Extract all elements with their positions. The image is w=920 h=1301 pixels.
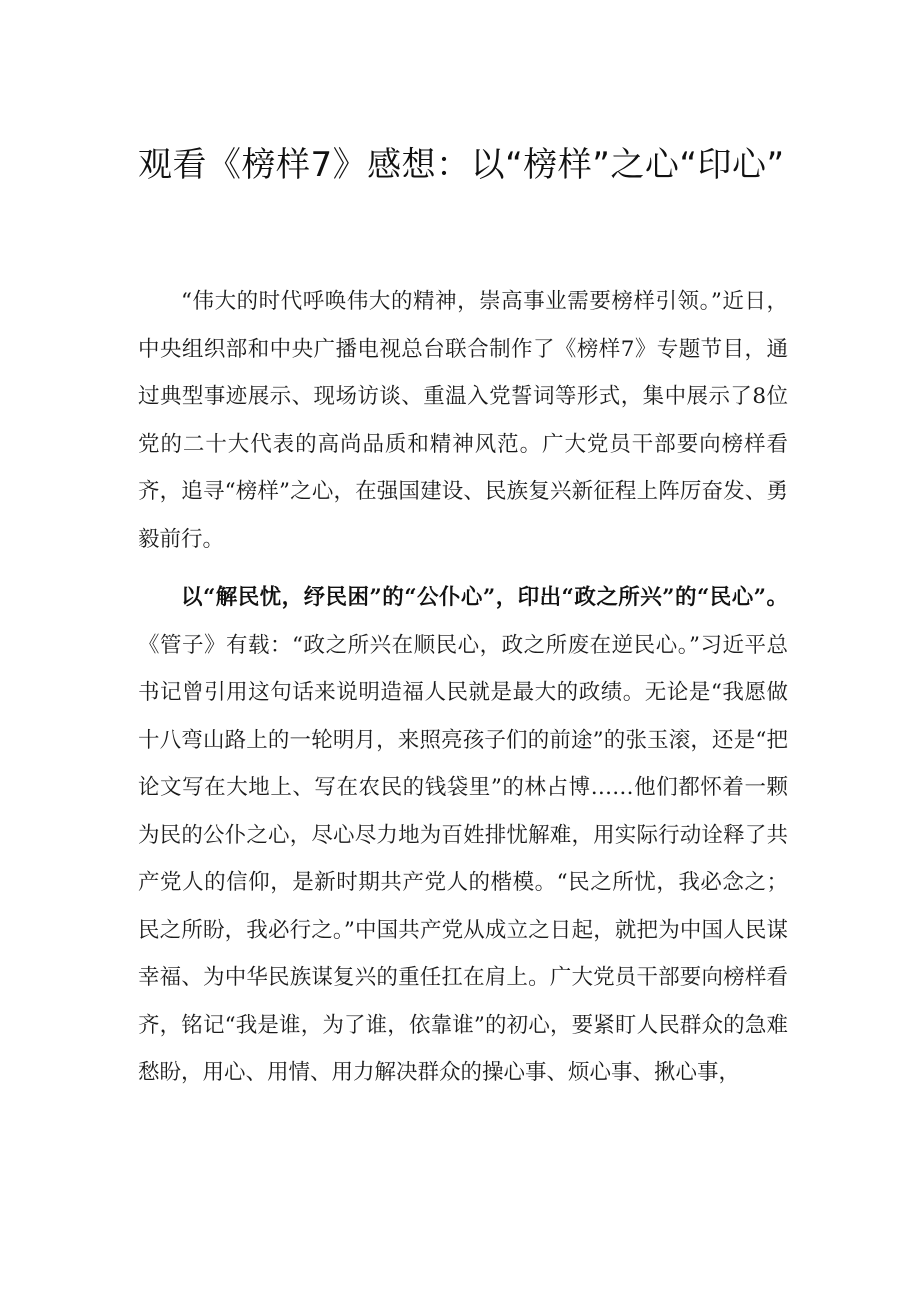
paragraph-2 bbox=[138, 574, 788, 1097]
paragraph-2-text: 《管子》有载：“政之所兴在顺民心，政之所废在逆民心。”习近平总书记曾引用这句话来说明造福人民就是最大的政绩。无论是“我愿做十八弯山路上的一轮明月，来照亮孩子们的前途”的张玉滚，还是“把论文写在大地上、写在农民的钱袋里”的林占博……他们都怀着一颗为民的公仆之心，尽心尽力地为百姓排忧解难，用实际行动诠释了共产党人的信仰，是新时期共产党人的楷模。“民之所忧，我必念之；民之所盼，我必行之。”中国共产党从成立之日起，就把为中国人民谋幸福、为中华民族谋复兴的重任扛在肩上。广大党员干部要向榜样看齐，铭记“我是谁，为了谁，依靠谁”的初心，要紧盯人民群众的急难愁盼，用心、用情、用力解决群众的操心事、烦心事、揪心事， bbox=[138, 632, 788, 1085]
paragraph-1-text: “伟大的时代呼唤伟大的精神，崇高事业需要榜样引领。”近日，中央组织部和中央广播电视总台联合制作了《榜样7》专题节目，通过典型事迹展示、现场访谈、重温入党誓词等形式，集中展示了8位党的二十大代表的高尚品质和精神风范。广大党员干部要向榜样看齐，追寻“榜样”之心，在强国建设、民族复兴新征程上阵厉奋发、勇毅前行。 bbox=[138, 289, 788, 552]
paragraph-1 bbox=[138, 278, 788, 563]
paragraph-2-lead: 以“解民忧，纾民困”的“公仆心”，印出“政之所兴”的“民心”。 bbox=[181, 585, 788, 610]
document-title: 观看《榜样7》感想：以“榜样”之心“印心” bbox=[138, 145, 785, 185]
